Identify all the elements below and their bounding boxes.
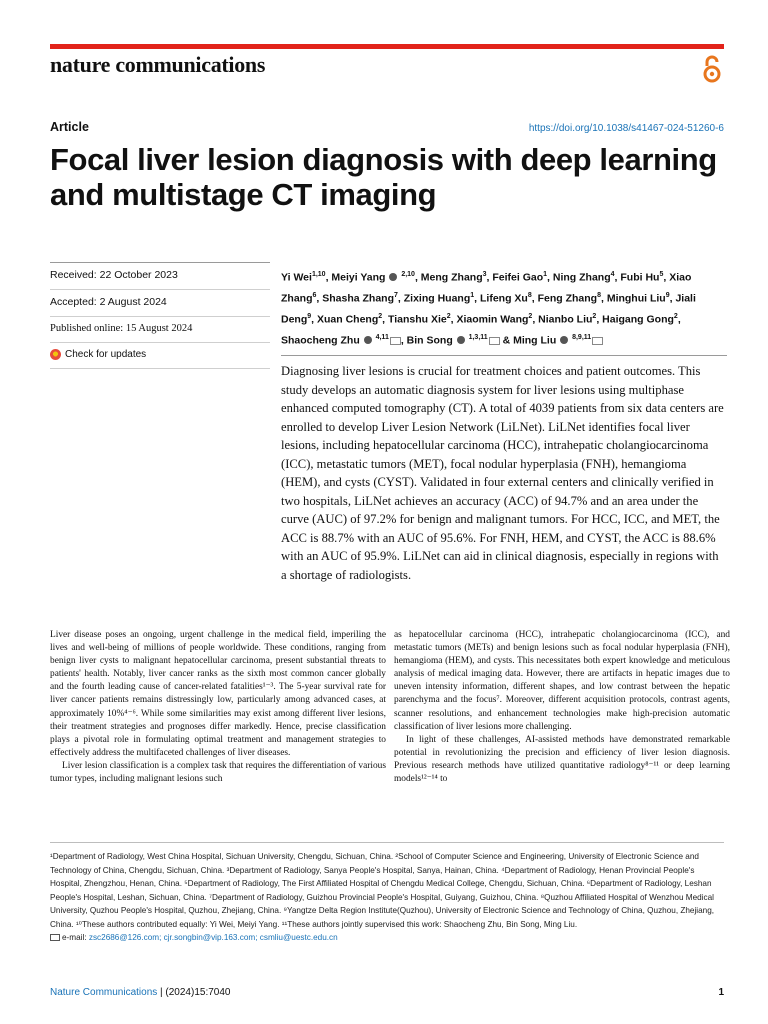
body-column-left: [50, 629, 386, 786]
article-meta: [50, 262, 270, 369]
page-number: 1: [718, 987, 724, 998]
journal-name: nature communications: [50, 52, 266, 77]
received-date: Received: 22 October 2023: [50, 262, 270, 290]
body-paragraph: Liver disease poses an ongoing, urgent challenge in the medical field, imperiling the lives and well-being of millions of people worldwide. These conditions, ranging from benign liver cysts to malignant hepatocellular carcinoma, present substantial threats to patients' health. Notably, liver cancer ranks as the sixth most common cancer globally and the fourth leading cause of cancer-related fatalities¹⁻³. The 5-year survival rate for liver cancer patients remains distressingly low, particularly among advanced cases, at approximately 10%⁴⁻⁶. While some similarities may exist among different liver lesions, their treatment strategies and prognoses differ markedly. Hence, precise classification plays a pivotal role in formulating optimal treatment and management strategies to effectively address the multifaceted challenges of liver diseases.: [50, 630, 386, 758]
footer-volume: | (2024)15:7040: [157, 987, 231, 998]
affiliations: [50, 850, 728, 945]
affiliations-divider: [50, 842, 724, 843]
accepted-date: Accepted: 2 August 2024: [50, 290, 270, 317]
doi-link[interactable]: https://doi.org/10.1038/s41467-024-51260-6: [528, 123, 724, 134]
published-date: Published online: 15 August 2024: [50, 317, 270, 343]
header-accent-bar: [50, 44, 724, 49]
check-for-updates-button[interactable]: [50, 343, 270, 369]
envelope-icon: [50, 934, 60, 941]
open-access-icon: [700, 54, 724, 84]
article-type-label: Article: [50, 120, 89, 134]
body-paragraph: In light of these challenges, AI-assisted methods have demonstrated remarkable potential in revolutionizing the precision and efficiency of liver lesion diagnosis. Previous research methods have utilized quantitative radiology⁸⁻¹¹ or deep learning models¹²⁻¹⁴ to: [394, 734, 730, 785]
abstract: Diagnosing liver lesions is crucial for treatment choices and patient outcomes. This study develops an automatic diagnosis system for liver lesions using multiphase enhanced computed tomography (CT). A total of 4039 patients from six data centers are enrolled to develop Liver Lesion Network (LiLNet). LiLNet identifies focal liver lesions, including hepatocellular carcinoma (HCC), intrahepatic cholangiocarcinoma (ICC), metastatic tumors (MET), focal nodular hyperplasia (FNH), hemangioma (HEM), and cysts (CYST). Validated in four external centers and clinically verified in two hospitals, LiLNet achieves an accuracy (ACC) of 94.7% and an area under the curve (AUC) of 97.2% for benign and malignant tumors. For HCC, ICC, and MET, the ACC is 88.7% with an AUC of 95.6%. For FNH, HEM, and CYST, the ACC is 88.6% with an AUC of 95.9%. LiLNet can aid in clinical diagnosis, especially in regions with a shortage of radiologists.: [281, 364, 724, 582]
check-updates-icon: [50, 349, 61, 360]
check-updates-label: Check for updates: [65, 349, 147, 360]
footer-journal-link[interactable]: Nature Communications: [50, 987, 158, 998]
author-list: Yi Wei$^{1,10}$, Meiyi Yang $^{2,10}$, Meng Zhang$^3$, Feifei Gao$^1$, Ning Zhang$^4$, Fubi Hu$^5$, Xiao Zhang$^6$, Shasha Zhang$^7$, Zixing Huang$^1$, Lifeng Xu$^8$, Feng Zhang$^8$, Minghui Liu$^9$, Jiali Deng$^9$, Xuan Cheng$^2$, Tianshu Xie$^2$, Xiaomin Wang$^2$, Nianbo Liu$^2$, Haigang Gong$^2$, Shaocheng Zhu $^{4,11}$ , Bin Song $^{1,3,11}$ & Ming Liu $^{8,9,11}$: [281, 271, 696, 347]
body-paragraph: Liver lesion classification is a complex task that requires the differentiation of various tumor types, including malignant lesions such: [50, 760, 386, 785]
body-column-right: [394, 629, 730, 786]
footer-citation: [50, 987, 230, 998]
abstract-divider: [281, 355, 727, 356]
email-label: e-mail:: [62, 933, 87, 942]
affiliations-text: ¹Department of Radiology, West China Hospital, Sichuan University, Chengdu, Sichuan, China. ²School of Computer Science and Engineering, University of Electronic Science and Technology of China, Chengdu, Sichuan, China. ³Department of Radiology, Sanya People's Hospital, Sanya, Hainan, China. ⁴Department of Radiology, Henan Provincial People's Hospital, Zhengzhou, Henan, China. ⁵Department of Radiology, The First Affiliated Hospital of Chengdu Medical College, Chengdu, Sichuan, China. ⁶Department of Radiology, Leshan People's Hospital, Leshan, Sichuan, China. ⁷Department of Radiology, Guizhou Provincial People's Hospital, Guiyang, Guizhou, China. ⁸Quzhou Affiliated Hospital of Wenzhou Medical University, Quzhou People's Hospital, Quzhou, Zhejiang, China. ⁹Yangtze Delta Region Institute(Quzhou), University of Electronic Science and Technology of China, Quzhou, Zhejiang, China. ¹⁰These authors contributed equally: Yi Wei, Meiyi Yang. ¹¹These authors jointly supervised this work: Shaocheng Zhu, Bin Song, Ming Liu.: [50, 852, 715, 929]
body-paragraph: as hepatocellular carcinoma (HCC), intrahepatic cholangiocarcinoma (ICC), and metastatic tumors (METs) and benign lesions such as focal nodular hyperplasia (FNH), hemangioma (HEM), and cysts. This necessitates both expert knowledge and meticulous analysis of medical imaging data. However, there are artifacts in hepatic images due to uneven intensity information, different shapes, and low contrast between the hepatic parenchyma and the focus⁷. Moreover, different acquisition protocols, contrast agents, scanner resolutions, and enhancement technologies make high-precision automatic classification of liver lesions more challenging.: [394, 630, 730, 732]
paper-title: Focal liver lesion diagnosis with deep learning and multistage CT imaging: [50, 142, 717, 212]
email-links[interactable]: zsc2686@126.com; cjr.songbin@vip.163.com; csmliu@uestc.edu.cn: [88, 933, 338, 942]
